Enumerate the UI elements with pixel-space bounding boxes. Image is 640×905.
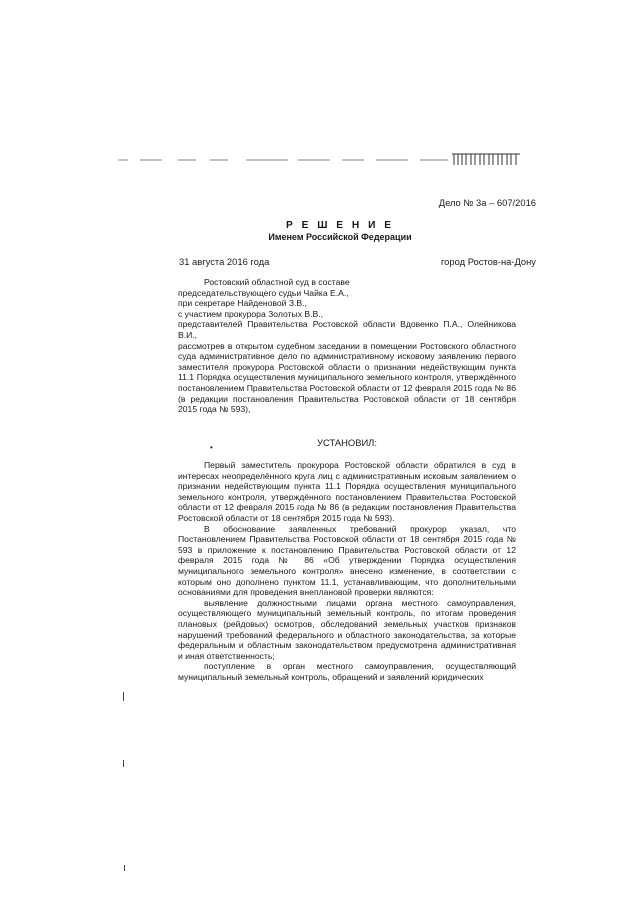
established-section: [178, 438, 516, 449]
established-heading: УСТАНОВИЛ:: [317, 437, 377, 448]
decision-date: 31 августа 2016 года: [179, 256, 270, 267]
representatives-paragraph: представителей Правительства Ростовской области Вдовенко П.А., Олейникова В.И.,: [178, 319, 516, 340]
document-title: Р Е Ш Е Н И Е: [285, 220, 395, 231]
decision-body: [178, 460, 516, 682]
scan-mark: [124, 865, 125, 871]
composition-line: при секретаре Найденовой З.В.,: [178, 298, 307, 309]
barcode-stamp-icon: [452, 151, 520, 167]
scan-dot: •: [210, 443, 213, 452]
case-number: Дело № 3а – 607/2016: [438, 197, 536, 208]
body-paragraph: В обоснование заявленных требований прокурор указал, что Постановлением Правительства Ростовской области от 18 сентября 2015 года № 593 в приложение к постановлению Правительства Ростовской области от 12 февраля 2015 года № 86 «Об утверждении Порядка осуществления муниципального земельного контроля» внесено изменение, в соответствии с которым оно дополнено пунктом 11.1, устанавливающим, что дополнительными основаниями для проведения внеплановой проверки являются:: [178, 523, 516, 598]
scan-mark: [123, 760, 124, 767]
scan-mark: [123, 692, 124, 701]
composition-line: с участием прокурора Золотых В.В.,: [178, 308, 324, 319]
body-paragraph: поступление в орган местного самоуправления, осуществляющий муниципальный земельный контроль, обращений и заявлений юридических: [178, 661, 516, 682]
body-paragraph: выявление должностными лицами органа местного самоуправления, осуществляющего муниципальный земельный контроль, по итогам проведения плановых (рейдовых) осмотров, обследований земельных участков признаков нарушений требований федерального и областного законодательства, за которые федеральным и областным законодательством предусмотрена административная и иная ответственность;: [178, 597, 516, 661]
body-paragraph: Первый заместитель прокурора Ростовской области обратился в суд в интересах неопределённого круга лиц с административным исковым заявлением о признании недействующим пункта 11.1 Порядка осуществления муниципального земельного контроля, утверждённого постановлением Правительства Ростовской области от 12 февраля 2015 года № 86 (в редакции постановления Правительства Ростовской области от 18 сентября 2015 года № 593).: [178, 460, 516, 523]
decision-city: город Ростов-на-Дону: [440, 256, 536, 267]
court-composition: [178, 277, 516, 415]
composition-line: Ростовский областной суд в составе: [204, 277, 350, 287]
composition-line: председательствующего судьи Чайка Е.А.,: [178, 287, 349, 298]
document-subtitle: Именем Российской Федерации: [268, 232, 412, 242]
considering-paragraph: рассмотрев в открытом судебном заседании в помещении Ростовского областного суда административное дело по административному исковому заявлению первого заместителя прокурора Ростовской области о признании недействующим пункта 11.1 Порядка осуществления муниципального земельного контроля, утверждённого постановлением Правительства Ростовской области от 12 февраля 2015 года № 86 (в редакции постановления Правительства Ростовской области от 18 сентября 2015 года № 593),: [178, 340, 516, 415]
